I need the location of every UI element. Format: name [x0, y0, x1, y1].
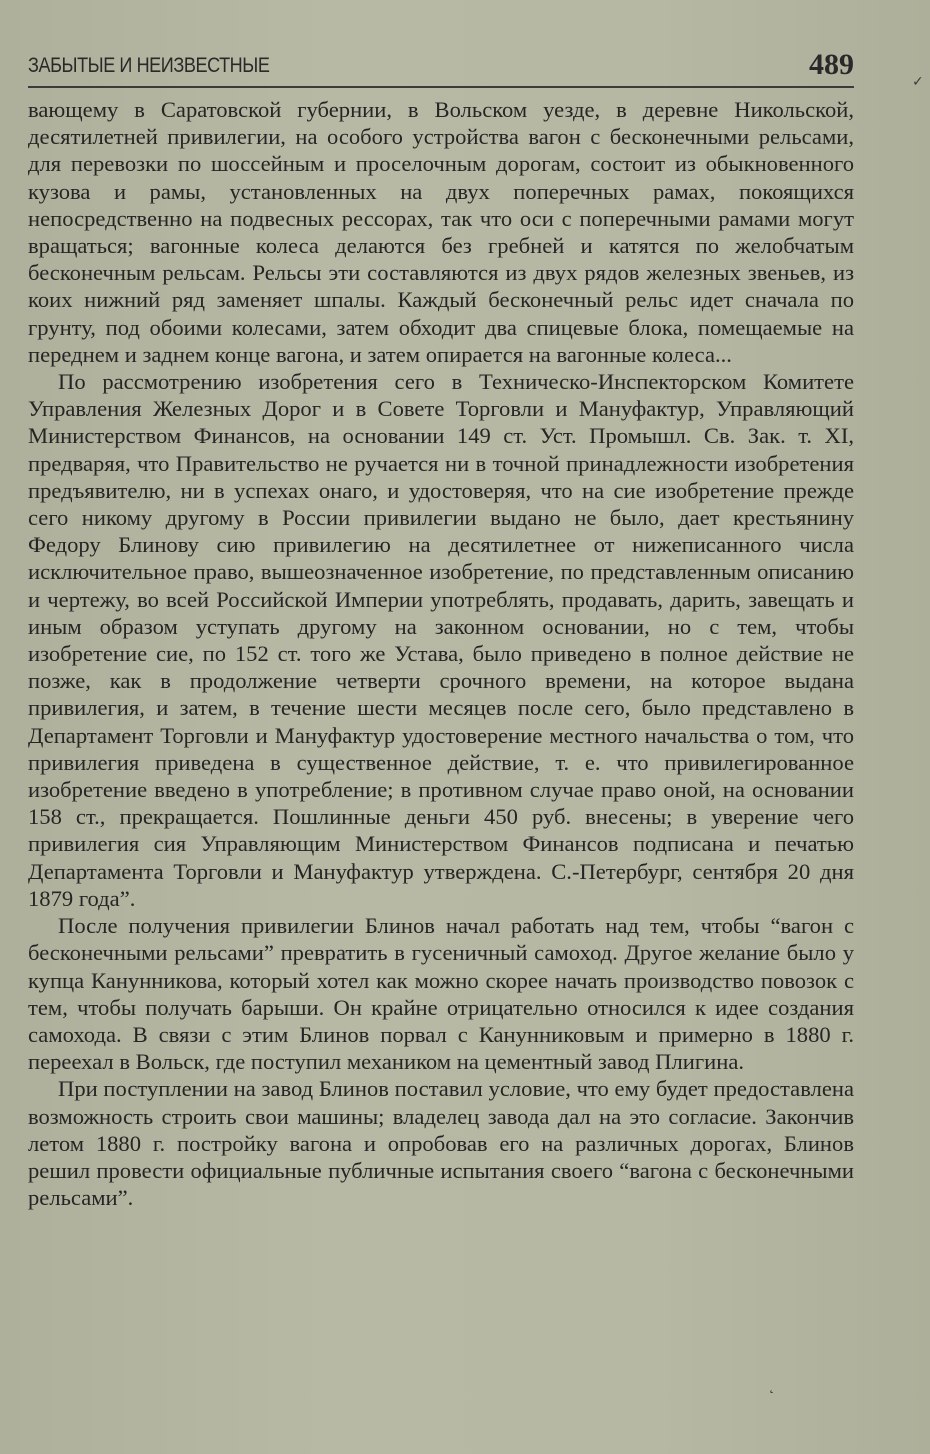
margin-speck: ✓ [912, 74, 924, 90]
page-header [28, 48, 854, 88]
page-number: 489 [809, 48, 854, 81]
paragraph: При поступлении на завод Блинов поставил условие, что ему будет предоставлена возможность строить свои машины; владелец завода дал на это согласие. Закончив летом 1880 г. постройку вагона и опробовав его на различных дорогах, Блинов решил провести официальные публичные испытания своего “вагона с бесконечными рельсами”. [28, 1076, 854, 1211]
margin-speck: ˛ [768, 1378, 775, 1394]
running-head: ЗАБЫТЫЕ И НЕИЗВЕСТНЫЕ [28, 54, 270, 77]
paragraph: По рассмотрению изобретения сего в Техническо-Инспекторском Комитете Управления Железных Дорог и в Совете Торговли и Мануфактур, Управляющий Министерством Финансов, на основании 149 ст. Уст. Промышл. Св. Зак. т. XI, предваряя, что Правительство не ручается ни в точной принадлежности изобретения предъявителю, ни в успехах онаго, и удостоверяя, что на сие изобретение прежде сего никому другому в России привилегии выдано не было, дает крестьянину Федору Блинову сию привилегию на десятилетнее от нижеписанного числа исключительное право, вышеозначенное изобретение, по представленным описанию и чертежу, во всей Российской Империи употреблять, продавать, дарить, завещать и иным образом уступать другому на законном основании, но с тем, чтобы изобретение сие, по 152 ст. того же Устава, было приведено в полное действие не позже, как в продолжение четверти срочного времени, на которое выдана привилегия, и затем, в течение шести месяцев после сего, было представлено в Департамент Торговли и Мануфактур удостоверение местного начальства о том, что привилегия приведена в существенное действие, т. е. что привилегированное изобретение введено в употребление; в противном случае право оной, на основании 158 ст., прекращается. Пошлинные деньги 450 руб. внесены; в уверение чего привилегия сия Управляющим Министерством Финансов подписана и печатью Департамента Торговли и Мануфактур утверждена. С.-Петербург, сентября 20 дня 1879 года”. [28, 369, 854, 911]
body-text [28, 96, 854, 1211]
paragraph: После получения привилегии Блинов начал работать над тем, чтобы “вагон с бесконечными рельсами” превратить в гусеничный самоход. Другое желание было у купца Канунникова, который хотел как можно скорее начать производство повозок с тем, чтобы получать барыши. Он крайне отрицательно относился к идее создания самохода. В связи с этим Блинов порвал с Канунниковым и примерно в 1880 г. переехал в Вольск, где поступил механиком на цементный завод Плигина. [28, 913, 854, 1075]
header-rule [28, 86, 854, 88]
paragraph: вающему в Саратовской губернии, в Вольском уезде, в деревне Никольской, десятилетней привилегии, на особого устройства вагон с бесконечными рельсами, для перевозки по шоссейным и проселочным дорогам, состоит из обыкновенного кузова и рамы, установленных на двух поперечных рамах, покоящихся непосредственно на подвесных рессорах, так что оси с поперечными рамами могут вращаться; вагонные колеса делаются без гребней и катятся по желобчатым бесконечным рельсам. Рельсы эти составляются из двух рядов железных звеньев, из коих нижний ряд заменяет шпалы. Каждый бесконечный рельс идет сначала по грунту, под обоими колесами, затем обходит два спицевые блока, помещаемые на переднем и заднем конце вагона, и затем опирается на вагонные колеса... [28, 97, 854, 367]
